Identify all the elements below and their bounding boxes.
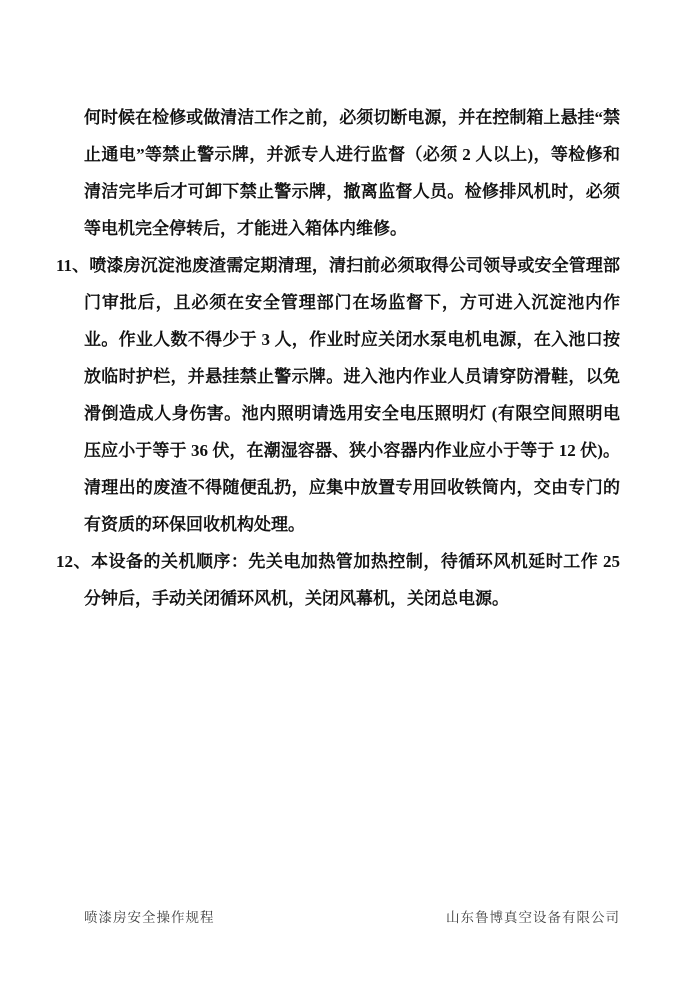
list-item-number: 12、 — [56, 552, 91, 571]
list-item-11 — [56, 247, 621, 543]
list-item-text: 本设备的关机顺序：先关电加热管加热控制，待循环风机延时工作 25 分钟后，手动关闭循环风机，关闭风幕机，关闭总电源。 — [84, 552, 620, 608]
list-item-text: 喷漆房沉淀池废渣需定期清理，清扫前必须取得公司领导或安全管理部门审批后，且必须在安全管理部门在场监督下，方可进入沉淀池内作业。作业人数不得少于 3 人，作业时应关闭水泵电机电源，在入池口按放临时护栏，并悬挂禁止警示牌。进入池内作业人员请穿防滑鞋，以免滑倒造成人身伤害。池内照明请选用安全电压照明灯 (有限空间照明电压应小于等于 36 伏，在潮湿容器、狭小容器内作业应小于等于 12 伏)。清理出的废渣不得随便乱扔，应集中放置专用回收铁筒内，交由专门的有资质的环保回收机构处理。 — [84, 256, 621, 534]
footer-company-name: 山东鲁博真空设备有限公司 — [446, 910, 620, 925]
footer-document-title: 喷漆房安全操作规程 — [84, 910, 215, 925]
list-item-number: 11、 — [56, 256, 90, 275]
paragraph-continuation: 何时候在检修或做清洁工作之前，必须切断电源，并在控制箱上悬挂“禁止通电”等禁止警示牌，并派专人进行监督（必须 2 人以上)，等检修和清洁完毕后才可卸下禁止警示牌，撤离监督人员。检修排风机时，必须等电机完全停转后，才能进入箱体内维修。 — [84, 108, 620, 238]
list-item-12 — [56, 543, 620, 617]
document-body — [56, 99, 621, 617]
page-footer — [84, 908, 620, 928]
